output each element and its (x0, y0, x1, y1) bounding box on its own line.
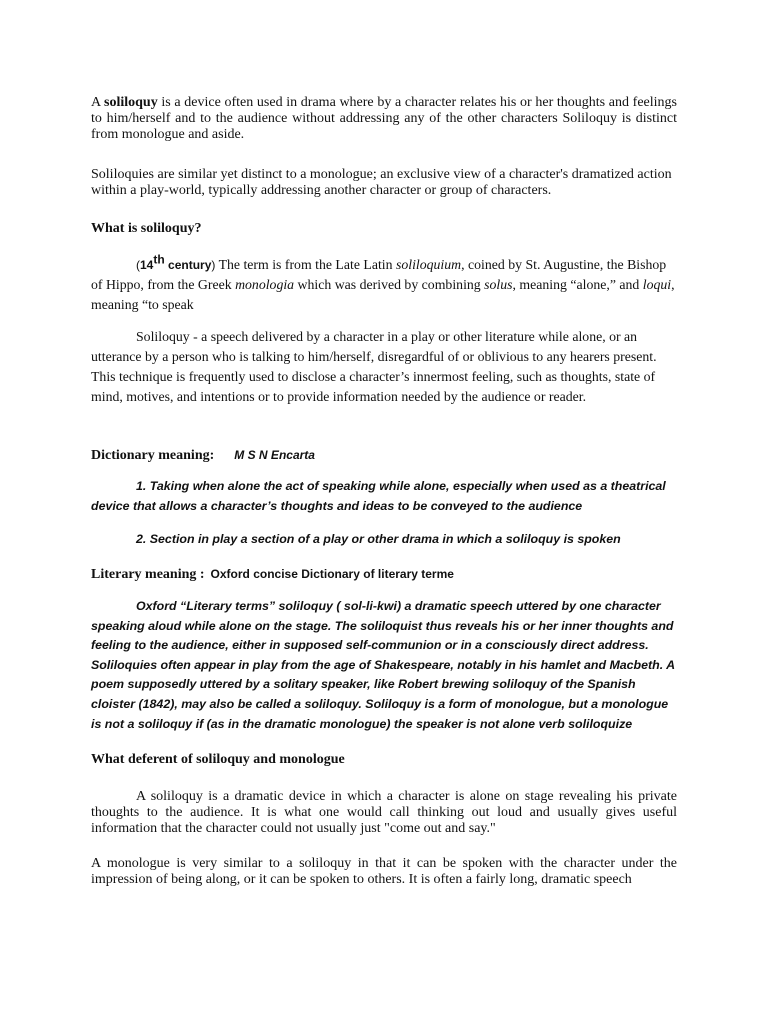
century-number: 14 (140, 258, 154, 272)
dictionary-meaning-heading (91, 446, 677, 466)
etymology-text-1: The term is from the Late Latin (215, 257, 396, 272)
monologue-paragraph: A monologue is very similar to a soliloquy in that it can be spoken with the character under the impression of being along, or it can be spoken to others. It is often a fairly long, dramatic speech (91, 856, 677, 887)
term-loqui: loqui (642, 277, 672, 292)
intro-paragraph (91, 95, 677, 143)
literary-definition-paragraph: Oxford “Literary terms” soliloquy ( sol-li-kwi) a dramatic speech uttered by one character speaking aloud while alone on the stage. The soliloquist thus reveals his or her inner thoughts and feeling to the audience, either in supposed self-communion or in a consciously direct address. Soliloquies often appear in play from the age of Shakespeare, notably in his hamlet and Macbeth. A poem supposedly uttered by a solitary speaker, like Robert brewing soliloquy of the Spanish cloister (1842), may also be called a soliloquy. Soliloquy is a form of monologue, but a monologue is not a soliloquy if (as in the dramatic monologue) the speaker is not alone verb soliloquize (91, 599, 675, 731)
etymology-text-5: , meaning “to speak (91, 277, 675, 312)
literary-meaning-label: Literary meaning : (91, 567, 205, 582)
comparison-paragraph: Soliloquies are similar yet distinct to a monologue; an exclusive view of a character's dramatized action within a play-world, typically addressing another character or group of characters. (91, 167, 672, 198)
intro-text-rest: is a device often used in drama where by a character relates his or her thoughts and feelings to him/herself and to the audience without addressing any of the other characters Soliloquy is distinct from monologue and aside. (91, 95, 677, 142)
etymology-text-4: , meaning “alone,” and (512, 277, 643, 292)
heading-what-is-soliloquy: What is soliloquy? (91, 221, 202, 236)
century-paren-close: ) (211, 258, 216, 272)
keyword-soliloquy: soliloquy (104, 95, 158, 110)
century-paren-open: ( (136, 258, 140, 272)
etymology-paragraph (91, 252, 677, 315)
literary-source: Oxford concise Dictionary of literary terme (210, 567, 454, 581)
etymology-text-3: which was derived by combining (294, 277, 485, 292)
soliloquy-device-paragraph: A soliloquy is a dramatic device in which a character is alone on stage revealing his private thoughts to the audience. It is what one would call thinking out loud and usually gives useful information that the character could not usually just "come out and say." (91, 789, 677, 836)
etymology-text-2: , coined by St. Augustine, the Bishop of Hippo, from the Greek (91, 257, 667, 292)
intro-text-start: A (91, 95, 105, 110)
dictionary-definition-1: 1. Taking when alone the act of speaking while alone, especially when used as a theatrical device that allows a character’s thoughts and ideas to be conveyed to the audience (91, 479, 666, 513)
term-soliloquium: soliloquium (395, 257, 462, 272)
century-superscript: th (153, 252, 165, 267)
heading-soliloquy-vs-monologue: What deferent of soliloquy and monologue (91, 752, 345, 767)
definition-paragraph: Soliloquy - a speech delivered by a character in a play or other literature while alone, or an utterance by a person who is talking to him/herself, disregardful of or oblivious to any hearers present. This technique is frequently used to disclose a character’s innermost feeling, such as thoughts, state of mind, motives, and intentions or to provide information needed by the audience or reader. (91, 329, 657, 404)
dictionary-definition-2: 2. Section in play a section of a play or other drama in which a soliloquy is spoken (136, 532, 621, 546)
term-solus: solus (484, 277, 513, 292)
dictionary-meaning-label: Dictionary meaning: (91, 448, 215, 463)
literary-meaning-heading (91, 566, 677, 583)
dictionary-source: M S N Encarta (234, 448, 315, 462)
term-monologia: monologia (235, 277, 295, 292)
century-word: century (164, 258, 212, 272)
